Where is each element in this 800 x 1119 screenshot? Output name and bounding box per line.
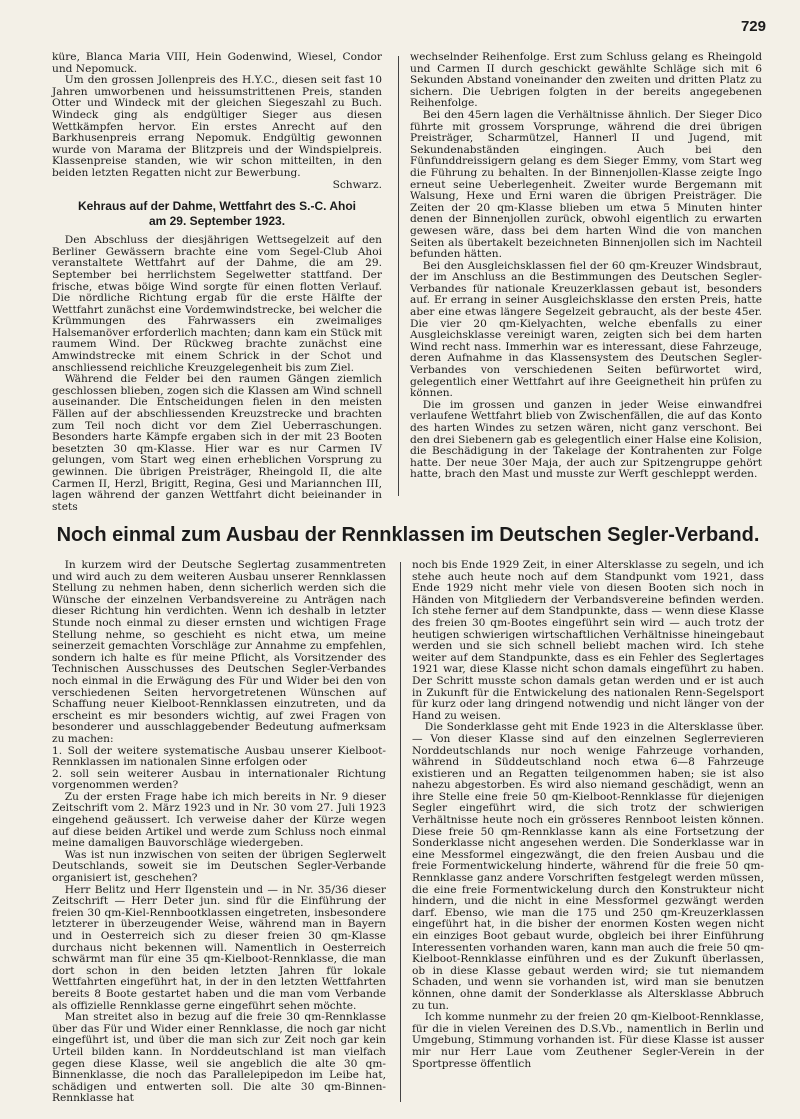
list-item: 2. soll sein weiterer Ausbau in internationaler Richtung vorgenommen werden? [52, 767, 386, 792]
column-top-right [410, 52, 762, 502]
column-divider [398, 56, 399, 496]
column-bottom-left [52, 560, 386, 1105]
author-signature: Schwarz. [332, 178, 382, 191]
article-headline: Noch einmal zum Ausbau der Rennklassen im Deutschen Segler-Verband. [56, 524, 760, 546]
page-number: 729 [740, 18, 766, 35]
column-bottom-right [412, 560, 764, 1105]
paragraph: Den Abschluss der diesjährigen Wettsegelzeit auf den Berliner Gewässern brachte eine vom Segel-Club Ahoi veranstaltete Wettfahrt auf der Dahme, die am 29. September bei herrlichstem Segelwetter stattfand. Der frische, etwas böige Wind sorgte für einen flotten Verlauf. Die nördliche Richtung ergab für die erste Hälfte der Wettfahrt zunächst eine Vordemwindstrecke, bei welcher die Krümmungen des Fahrwassers ein zweimaliges Halsemanöver erforderlich machten; dann kam ein Stück mit raumem Wind. Der Rückweg brachte zunächst eine Amwindstrecke mit einem Schrick in der Schot und anschliessend reichliche Kreuzgelegenheit bis zum Ziel. [52, 234, 382, 374]
section-heading [52, 199, 382, 229]
paragraph: Ich komme nunmehr zu der freien 20 qm-Kielboot-Rennklasse, für die in vielen Vereinen des D.S.Vb., namentlich in Berlin und Umgebung, Stimmung vorhanden ist. Für diese Klasse ist ausser mir nur Herr Laue vom Zeuthener Segler-Verein in der Sportpresse öffentlich [412, 1011, 764, 1070]
paragraph: Bei den 45ern lagen die Verhältnisse ähnlich. Der Sieger Dico führte mit grossem Vorsprunge, während die drei übrigen Preisträger, Scharmützel, Hannerl II und Jugend, mit Sekundenabständen eingingen. Auch bei den Fünfunddreissigern gelang es dem Sieger Emmy, vom Start weg die Führung zu behalten. In der Binnenjollen-Klasse zeigte Ingo erneut seine Ueberlegenheit. Zweiter wurde Bergemann mit Walsung, Hexe und Erni waren die übrigen Preisträger. Die Zeiten der 20 qm-Klasse blieben um etwa 5 Minuten hinter denen der Binnenjollen zurück, obwohl eigentlich zu erwarten gewesen wäre, dass bei dem harten Wind die von manchen Seiten als übertakelt bezeichneten Binnenjollen sich im Nachteil befunden hätten. [410, 108, 762, 261]
paragraph: Die Sonderklasse geht mit Ende 1923 in die Altersklasse über. — Von dieser Klasse sind auf den einzelnen Seglerrevieren Norddeutschlands nur noch wenige Fahrzeuge vorhanden, während in Süddeutschland noch etwa 6—8 Fahrzeuge existieren und an Regatten teilgenommen haben; sie ist also nahezu abgestorben. Es wird also niemand geschädigt, wenn an ihre Stelle eine freie 50 qm-Kielboot-Rennklasse für diejenigen Segler eingeführt wird, die sich trotz der schwierigen Verhältnisse heute noch ein grösseres Rennboot leisten können. Diese freie 50 qm-Rennklasse kann als eine Fortsetzung der Sonderklasse nicht angesehen werden. Die Sonderklasse war in eine Messformel eingezwängt, die den freien Ausbau und die freie Formentwickelung hinderte, während für die freie 50 qm-Rennklasse ganz andere Vorschriften festgelegt werden müssen, die eine freie Formentwickelung durch den Konstrukteur nicht hindern, und die nicht in eine Messformel gezwängt werden darf. Ebenso, wie man die 175 und 250 qm-Kreuzerklassen eingeführt hat, in die bisher der enormen Kosten wegen nicht ein einziges Boot gebaut wurde, obgleich bei ihrer Einführung Interessenten vorhanden waren, kann man auch die freie 50 qm-Kielboot-Rennklasse einführen und es der Zukunft überlassen, ob in diese Klasse gebaut werden wird; sie tut niemandem Schaden, und wenn sie vorhanden ist, wird man sie benutzen können, ohne damit der Sonderklasse als Altersklasse Abbruch zu tun. [412, 721, 764, 1012]
paragraph: Die im grossen und ganzen in jeder Weise einwandfrei verlaufene Wettfahrt blieb von Zwischenfällen, die auf das Konto des harten Windes zu setzen wären, nicht ganz verschont. Bei den drei Siebenern gab es gelegentlich einer Halse eine Kolision, die Beschädigung in der Takelage der Kontrahenten zur Folge hatte. Der neue 30er Maja, der auch zur Spitzengruppe gehört hatte, brach den Mast und musste zur Werft geschleppt werden. [410, 398, 762, 481]
paragraph: Um den grossen Jollenpreis des H.Y.C., diesen seit fast 10 Jahren umworbenen und heissumstrittenen Preis, standen Otter und Windeck mit der gleichen Siegeszahl zu Buch. Windeck ging als endgültiger Sieger aus diesen Wettkämpfen hervor. Ein erstes Anrecht auf den Barkhusenpreis errang Nepomuk. Endgültig gewonnen wurde von Marama der Blitzpreis und der Windspielpreis. Klassenpreise standen, wie wir schon mitteilten, in den beiden letzten Regatten nicht zur Bewerbung. [52, 74, 382, 179]
column-top-left [52, 51, 382, 513]
paragraph: Herr Belitz und Herr Ilgenstein und — in Nr. 35/36 dieser Zeitschrift — Herr Deter jun. sind für die Einführung der freien 30 qm-Kiel-Rennbootklassen eingetreten, insbesondere letzterer in überzeugender Weise, während man in Bayern und in Oesterreich sich zu dieser freien 30 qm-Klasse durchaus nicht bekennen will. Namentlich in Oesterreich schwärmt man für eine 35 qm-Kielboot-Rennklasse, die man dort schon in den beiden letzten Jahren für lokale Wettfahrten eingeführt hat, in der in den letzten Wettfahrten bereits 8 Boote gestartet haben und die man vom Verbande als offizielle Rennklasse gerne eingeführt sehen möchte. [52, 883, 386, 1012]
paragraph: wechselnder Reihenfolge. Erst zum Schluss gelang es Rheingold und Carmen II durch geschickt gewählte Schläge sich mit 6 Sekunden Abstand voneinander den zweiten und dritten Platz zu sichern. Die Uebrigen folgten in der bereits angegebenen Reihenfolge. [410, 51, 762, 110]
paragraph: Zu der ersten Frage habe ich mich bereits in Nr. 9 dieser Zeitschrift vom 2. März 1923 und in Nr. 30 vom 27. Juli 1923 eingehend geäussert. Ich verweise daher der Kürze wegen auf diese beiden Artikel und werde zum Schluss noch einmal meine damaligen Bauvorschläge wiedergeben. [52, 790, 386, 850]
paragraph: Während die Felder bei den raumen Gängen ziemlich geschlossen blieben, zogen sich die Klassen am Wind schnell auseinander. Die Entscheidungen fielen in den meisten Fällen auf der abschliessenden Kreuzstrecke und brachten zum Teil noch dicht vor dem Ziel Ueberraschungen. Besonders harte Kämpfe ergaben sich in der mit 23 Booten besetzten 30 qm-Klasse. Hier war es nur Carmen IV gelungen, vom Start weg einen erheblichen Vorsprung zu gewinnen. Die übrigen Preisträger, Rheingold II, die alte Carmen II, Herzl, Brigitt, Regina, Gesi und Mariannchen III, lagen während der ganzen Wettfahrt dicht beieinander in stets [52, 373, 382, 513]
paragraph: küre, Blanca Maria VIII, Hein Godenwind, Wiesel, Condor und Nepomuck. [52, 51, 382, 75]
paragraph: Bei den Ausgleichsklassen fiel der 60 qm-Kreuzer Windsbraut, der im Anschluss an die Bestimmungen des Deutschen Segler-Verbandes für nationale Kreuzerklassen gebaut ist, besonders auf. Er errang in seiner Ausgleichsklasse den ersten Preis, hatte aber eine etwas längere Segelzeit gebraucht, als der beste 45er. Die vier 20 qm-Kielyachten, welche ebenfalls zu einer Ausgleichsklasse vereinigt waren, zeigten sich bei dem harten Wind recht nass. Immerhin war es interessant, diese Fahrzeuge, deren Aufnahme in das Klassensystem des Deutschen Segler-Verbandes von verschiedenen Seiten befürwortet wird, gelegentlich einer Wettfahrt auf ihre Geeignetheit hin prüfen zu können. [410, 259, 762, 400]
paragraph: noch bis Ende 1929 Zeit, in einer Altersklasse zu segeln, und ich stehe auch heute noch auf dem Standpunkt vom 1921, dass Ende 1929 nicht mehr viele von diesen Booten sich noch in Händen von Mitgliedern der Verbandsvereine befinden werden. Ich stehe ferner auf dem Standpunkte, dass — wenn diese Klasse des freien 30 qm-Bootes eingeführt sein wird — auch trotz der heutigen schwierigen wirtschaftlichen Verhältnisse hineingebaut werden und sie sich schnell beliebt machen wird. Ich stehe weiter auf dem Standpunkte, dass es ein Fehler des Seglertages 1921 war, diese Klasse nicht schon damals eingeführt zu haben. Der Schritt musste schon damals getan werden und er ist auch in Zukunft für die Entwickelung des nationalen Renn-Segelsport für kurz oder lang dringend notwendig und nicht länger von der Hand zu weisen. [412, 559, 764, 722]
section-heading-line1: Kehraus auf der Dahme, Wettfahrt des S.-C. Ahoi [77, 199, 357, 214]
paragraph: Man streitet also in bezug auf die freie 30 qm-Rennklasse über das Für und Wider einer Rennklasse, die noch gar nicht eingeführt ist, und über die man sich zur Zeit noch gar kein Urteil bilden kann. In Norddeutschland ist man vielfach gegen diese Klasse, weil sie angeblich die alte 30 qm-Binnenklasse, die noch das Parallelepipedon im Leibe hat, schädigen und entwerten soll. Die alte 30 qm-Binnen-Rennklasse hat [52, 1011, 386, 1105]
paragraph: Was ist nun inzwischen von seiten der übrigen Seglerwelt Deutschlands, soweit sie im Deutschen Segler-Verbande organisiert ist, geschehen? [52, 848, 386, 885]
paragraph: In kurzem wird der Deutsche Seglertag zusammentreten und wird auch zu dem weiteren Ausbau unserer Rennklassen Stellung zu nehmen haben, denn sicherlich werden sich die Wünsche der einzelnen Verbandsvereine zu Anträgen nach dieser Richtung hin verdichten. Wenn ich deshalb in letzter Stunde noch einmal zu dieser ernsten und wichtigen Frage Stellung nehme, so geschieht es nicht etwa, um meine seinerzeit gemachten Vorschläge zur Annahme zu empfehlen, sondern ich halte es für meine Pflicht, als Vorsitzender des Technischen Ausschusses des Deutschen Segler-Verbandes noch einmal in die Erwägung des Für und Wider bei den von verschiedenen Seiten hervorgetretenen Wünschen auf Schaffung neuer Kielboot-Rennklassen einzutreten, und da erscheint es mir besonders wichtig, auf zwei Fragen von besonderer und ausschlaggebender Bedeutung aufmerksam zu machen: [52, 559, 386, 745]
column-divider [400, 562, 401, 1102]
list-item: 1. Soll der weitere systematische Ausbau unserer Kielboot-Rennklassen im nationalen Sinne erfolgen oder [52, 744, 386, 769]
section-heading-line2: am 29. September 1923. [148, 214, 286, 229]
